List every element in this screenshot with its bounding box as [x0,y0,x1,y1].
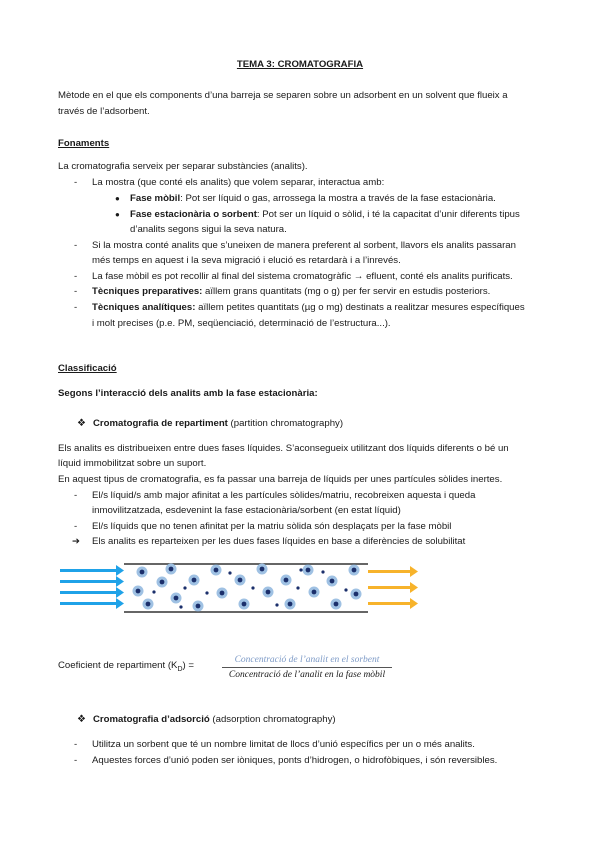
fonaments-dash-3: La fase mòbil es pot recollir al final del sistema cromatogràfic → efluent, conté els analits purificats. [92,271,513,282]
bullet-fase-estacionaria: Fase estacionària o sorbent: Pot ser un líquid o sòlid, i té la capacitat d’unir diferents tipus [130,209,520,220]
dash-marker: - [74,271,78,282]
fraction-denominator: Concentració de l’analit en la fase mòbil [228,670,386,680]
fonaments-dash-5-cont: i molt precises (p.e. PM, seqüenciació, determinació de l’estructura...). [92,318,391,329]
particle [189,575,200,586]
particle [217,588,228,599]
adsorcio-dash-1: Utilitza un sorbent que té un nombre limitat de llocs d’unió específics per un o més analits. [92,739,475,750]
particle [171,593,182,604]
repartiment-p1b: líquid immobilitzat sobre un suport. [58,458,207,469]
particle [263,587,274,598]
dash-marker: - [74,739,78,750]
classificacio-intro: Segons l’interacció dels analits amb la fase estacionària: [58,388,318,399]
repartiment-p2: En aquest tipus de cromatografia, es fa passar una barreja de líquids per unes partícules sòlides inertes. [58,474,503,485]
dash-marker: - [74,240,78,251]
adsorcio-title: Cromatografia d’adsorció (adsorption chromatography) [93,714,336,725]
particle [281,575,292,586]
particle [331,599,342,610]
section-heading-classificacio: Classificació [58,363,117,374]
particle [157,577,168,588]
particle [257,564,268,575]
orange-arrow-icon [368,566,418,577]
fonaments-intro: La cromatografia serveix per separar substàncies (analits). [58,161,308,172]
dash-marker: - [74,521,78,532]
fraction-bar [222,667,392,668]
dash-marker: - [74,490,78,501]
adsorcio-dash-2: Aquestes forces d’unió poden ser iòniques, ponts d’hidrogen, o hidrofòbiques, i són reversibles. [92,755,498,766]
bullet-marker: ● [115,194,120,203]
particle [133,586,144,597]
coef-fraction [222,654,392,681]
particle [239,599,250,610]
particle [309,587,320,598]
repartiment-dash-2: El/s líquids que no tenen afinitat per la matriu sòlida són desplaçats per la fase mòbil [92,521,452,532]
particles [133,564,362,612]
particle [193,601,204,612]
repartiment-title: Cromatografia de repartiment (partition chromatography) [93,418,344,429]
fonaments-dash-5: Tècniques analítiques: aïllem petites quantitats (µg o mg) destinats a realitzar mesures específiques [92,302,525,313]
particle [285,599,296,610]
intro-line-1: Mètode en el que els components d’una barreja se separen sobre un adsorbent en un solvent que flueix a [58,90,508,101]
section-heading-fonaments: Fonaments [58,138,110,149]
bullet-fase-estacionaria-cont: d’analits segons sigui la seva natura. [130,224,287,235]
particle [235,575,246,586]
repartiment-dash-1b: inmovilitzatzada, esdevenint la fase estacionària/sorbent (en estat líquid) [92,505,401,516]
fonaments-dash-1: La mostra (que conté els analits) que volem separar, interactua amb: [92,177,385,188]
partition-diagram [58,558,420,618]
blue-arrow-icon [60,565,124,576]
page-title: TEMA 3: CROMATOGRAFIA [236,59,364,70]
right-arrow-icon: ➔ [72,536,81,547]
repartiment-arrow-text: Els analits es reparteixen per les dues fases líquides en base a diferències de solubilitat [92,536,466,547]
coef-label: Coeficient de repartiment $(K_D)$ = [58,660,194,673]
particle [349,565,360,576]
dash-marker: - [74,177,78,188]
dash-marker: - [74,302,78,313]
particle [166,564,177,575]
bullet-fase-mobil: Fase mòbil: Pot ser líquid o gas, arrossega la mostra a través de la fase estacionària. [130,193,496,204]
bullet-marker: ● [115,210,120,219]
blue-arrow-icon [60,598,124,609]
small-dots [152,568,347,608]
fonaments-dash-2a: Si la mostra conté analits que s’uneixen de manera preferent al sorbent, llavors els analits passaran [92,240,516,251]
fonaments-dash-4: Tècniques preparatives: aïllem grans quantitats (mg o g) per fer servir en estudis posteriors. [92,286,491,297]
blue-arrow-icon [60,587,124,598]
input-arrows [60,565,124,609]
particle [351,589,362,600]
fraction-numerator: Concentració de l’analit en el sorbent [234,655,380,665]
repartiment-p1a: Els analits es distribueixen entre dues fases líquides. S’aconsegueix utilitzant dos líquids diferents o bé un [58,443,509,454]
repartiment-dash-1a: El/s líquid/s amb major afinitat a les partícules sòlides/matriu, recobreixen aquesta i queda [92,490,476,501]
particle [143,599,154,610]
dash-marker: - [74,755,78,766]
diamond-bullet-icon: ❖ [77,714,86,725]
particle [211,565,222,576]
intro-line-2: través de l’adsorbent. [58,106,150,117]
fonaments-dash-2b: més temps en aquest i la seva migració i elució es retardarà i a l’inrevés. [92,255,401,266]
output-arrows [368,566,418,609]
orange-arrow-icon [368,598,418,609]
dash-marker: - [74,286,78,297]
orange-arrow-icon [368,582,418,593]
particle [137,567,148,578]
particle [303,565,314,576]
blue-arrow-icon [60,576,124,587]
diamond-bullet-icon: ❖ [77,418,86,429]
particle [327,576,338,587]
